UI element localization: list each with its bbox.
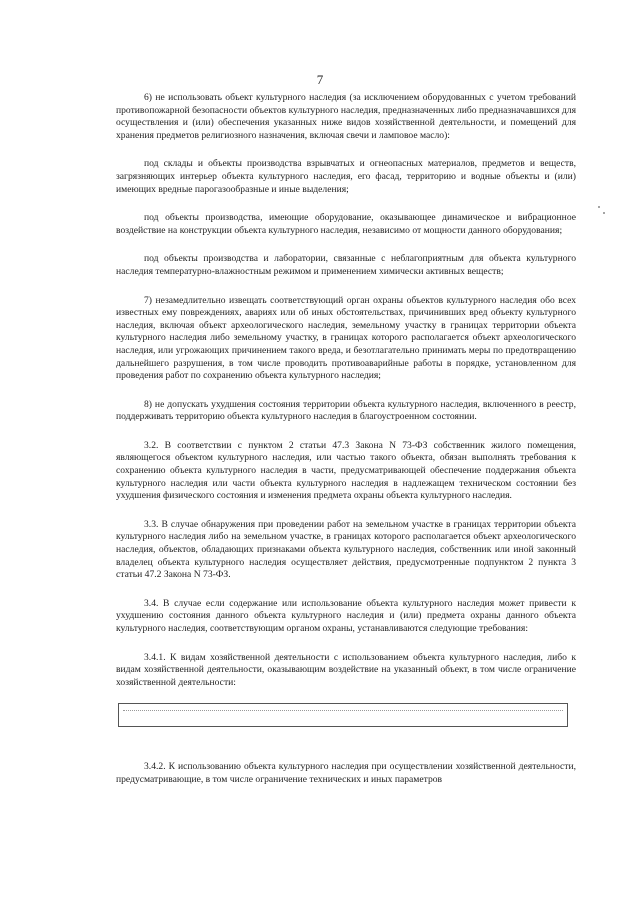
paragraph-3-3: 3.3. В случае обнаружения при проведении работ на земельном участке в границах территории объекта культурного наследия либо на земельном участке, в границах которого располагается объект археологического наследия, объектов, обладающих признаками объекта культурного наследия, собственник или иной законный владелец объекта культурного наследия осуществляет действия, предусмотренные подпунктом 2 пункта 3 статьи 47.2 Закона N 73-ФЗ. xyxy=(116,518,576,581)
page-number: 7 xyxy=(316,72,324,87)
restriction-text-box[interactable] xyxy=(118,703,568,727)
paragraph-3-2: 3.2. В соответствии с пунктом 2 статьи 47.3 Закона N 73-ФЗ собственник жилого помещения, являющегося объектом культурного наследия, или частью такого объекта, обязан выполнять требования к сохранению объекта культурного наследия в части, предусматривающей обеспечение поддержания объекта культурного наследия или части объекта культурного наследия в надлежащем техническом состоянии без ухудшения физического состояния и изменения предмета охраны объекта культурного наследия. xyxy=(116,439,576,502)
paragraph-warehouses: под склады и объекты производства взрывчатых и огнеопасных материалов, предметов и веществ, загрязняющих интерьер объекта культурного наследия, его фасад, территорию и водные объекты и (или) имеющих вредные парогазообразные и иные выделения; xyxy=(116,158,576,195)
paragraph-item-8: 8) не допускать ухудшения состояния территории объекта культурного наследия, включенного в реестр, поддерживать территорию объекта культурного наследия в благоустроенном состоянии. xyxy=(116,398,576,423)
paragraph-3-4-1: 3.4.1. К видам хозяйственной деятельности с использованием объекта культурного наследия, либо к видам хозяйственной деятельности, оказывающим воздействие на указанный объект, в том числе ограничение хозяйственной деятельности: xyxy=(116,651,576,688)
paragraph-laboratories: под объекты производства и лаборатории, связанные с неблагоприятным для объекта культурного наследия температурно-влажностным режимом и применением химически активных веществ; xyxy=(116,253,576,277)
scan-speck xyxy=(598,206,600,208)
paragraph-item-6: 6) не использовать объект культурного наследия (за исключением оборудованных с учетом требований противопожарной безопасности объектов культурного наследия, предназначенных либо предназначавшихся для осуществления и (или) обеспечения указанных ниже видов хозяйственной деятельности, и помещений для хранения предметов религиозного назначения, включая свечи и ламповое масло): xyxy=(116,92,576,141)
paragraph-3-4-2: 3.4.2. К использованию объекта культурного наследия при осуществлении хозяйственной деятельности, предусматривающие, в том числе ограничение технических и иных параметров xyxy=(116,761,576,785)
paragraph-production-vibration: под объекты производства, имеющие оборудование, оказывающее динамическое и вибрационное воздействие на конструкции объекта культурного наследия, независимо от мощности данного оборудования; xyxy=(116,212,576,236)
box-guide-line xyxy=(123,710,563,711)
paragraph-3-4: 3.4. В случае если содержание или использование объекта культурного наследия может привести к ухудшению состояния данного объекта культурного наследия и (или) предмета охраны данного объекта культурного наследия, соответствующим органом охраны, устанавливаются следующие требования: xyxy=(116,597,576,634)
document-body xyxy=(116,92,576,803)
scan-speck xyxy=(603,212,605,214)
paragraph-item-7: 7) незамедлительно извещать соответствующий орган охраны объектов культурного наследия обо всех известных ему повреждениях, авариях или об иных обстоятельствах, причинивших вред объекту культурного наследия, включая объект археологического наследия, земельному участку в границах территории объекта культурного наследия либо земельному участку, в границах которого располагается объект археологического наследия, или угрожающих причинением такого вреда, и безотлагательно принимать меры по предотвращению дальнейшего разрушения, в том числе проводить противоаварийные работы в порядке, установленном для проведения работ по сохранению объекта культурного наследия; xyxy=(116,294,576,382)
